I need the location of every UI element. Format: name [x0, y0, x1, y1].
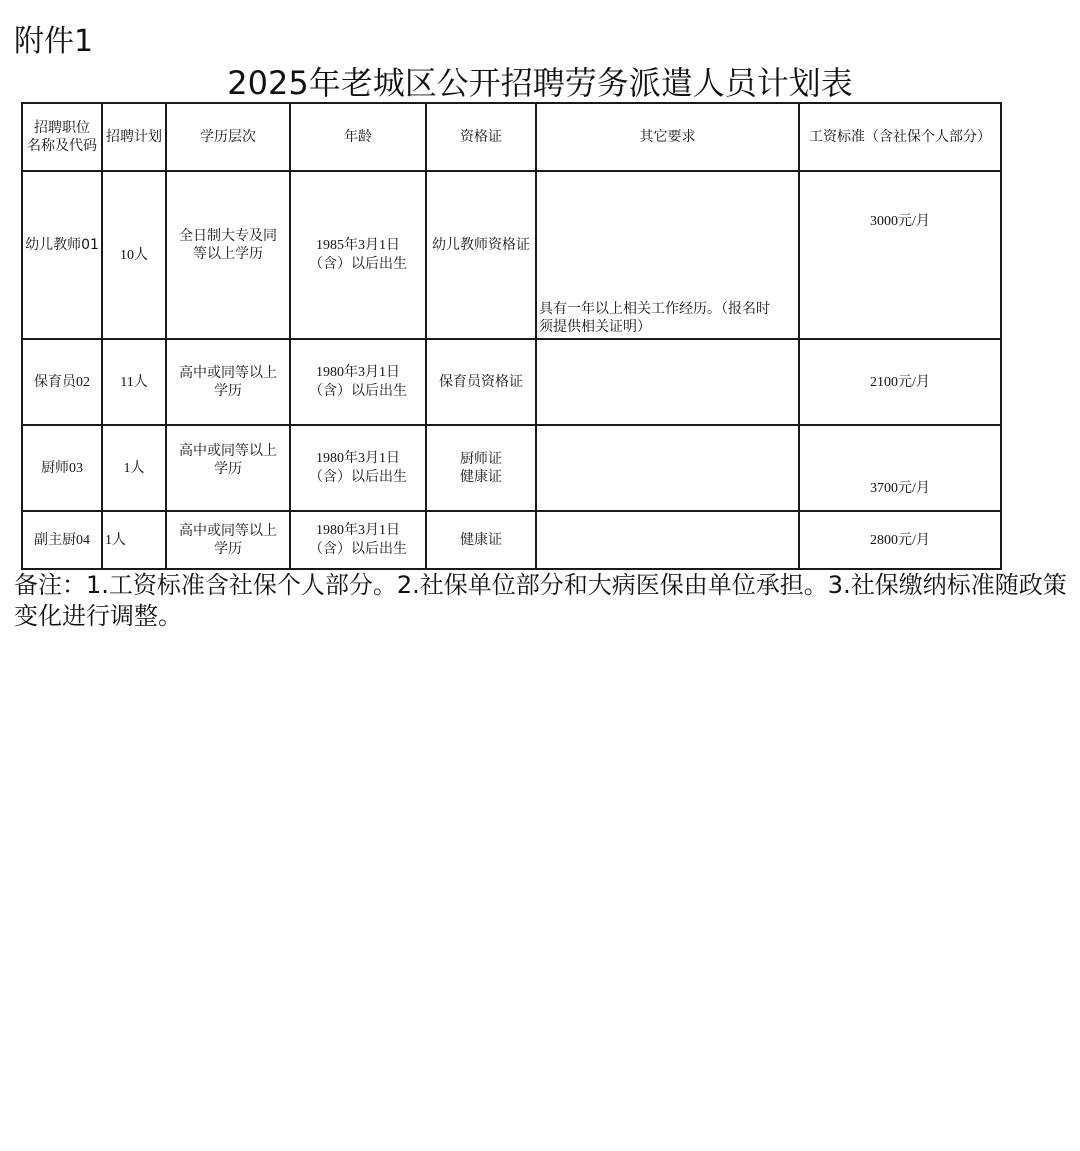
header-other: 其它要求 [536, 103, 799, 171]
header-position: 招聘职位 名称及代码 [22, 103, 102, 171]
cell-position: 副主厨04 [22, 511, 102, 569]
header-age: 年龄 [290, 103, 426, 171]
header-certificate: 资格证 [426, 103, 536, 171]
footnote: 备注：1.工资标准含社保个人部分。2.社保单位部分和大病医保由单位承担。3.社保缴纳标准随政策变化进行调整。 [14, 571, 1067, 630]
header-salary: 工资标准（含社保个人部分） [799, 103, 1001, 171]
header-plan: 招聘计划 [102, 103, 166, 171]
page-title-text: 2025年老城区公开招聘劳务派遣人员计划表 [227, 64, 853, 102]
table-header-row [22, 103, 1001, 171]
cell-other [536, 425, 799, 511]
cell-certificate: 幼儿教师资格证 [426, 171, 536, 339]
cell-other [536, 511, 799, 569]
cell-age: 1985年3月1日 （含）以后出生 [290, 171, 426, 339]
header-education: 学历层次 [166, 103, 290, 171]
cell-salary: 2100元/月 [799, 339, 1001, 425]
cell-plan: 10人 [102, 171, 166, 339]
attachment-label: 附件1 [14, 24, 94, 59]
cell-age: 1980年3月1日 （含）以后出生 [290, 511, 426, 569]
cell-education: 高中或同等以上 学历 [166, 511, 290, 569]
recruitment-plan-table [21, 102, 1002, 570]
cell-position: 厨师03 [22, 425, 102, 511]
cell-certificate: 健康证 [426, 511, 536, 569]
cell-age: 1980年3月1日 （含）以后出生 [290, 425, 426, 511]
page-title [0, 62, 1080, 104]
table-row [22, 171, 1001, 339]
cell-education: 全日制大专及同 等以上学历 [166, 171, 290, 339]
cell-other: 具有一年以上相关工作经历。（报名时 须提供相关证明） [536, 171, 799, 339]
cell-age: 1980年3月1日 （含）以后出生 [290, 339, 426, 425]
table-row [22, 425, 1001, 511]
table-row [22, 339, 1001, 425]
cell-salary: 2800元/月 [799, 511, 1001, 569]
cell-position: 幼儿教师01 [22, 171, 102, 339]
cell-education: 高中或同等以上 学历 [166, 425, 290, 511]
cell-certificate: 保育员资格证 [426, 339, 536, 425]
cell-education: 高中或同等以上 学历 [166, 339, 290, 425]
cell-salary: 3700元/月 [799, 425, 1001, 511]
cell-plan: 11人 [102, 339, 166, 425]
cell-position: 保育员02 [22, 339, 102, 425]
cell-plan: 1人 [102, 425, 166, 511]
cell-salary: 3000元/月 [799, 171, 1001, 339]
cell-plan: 1人 [102, 511, 166, 569]
cell-certificate: 厨师证 健康证 [426, 425, 536, 511]
table-row [22, 511, 1001, 569]
cell-other [536, 339, 799, 425]
